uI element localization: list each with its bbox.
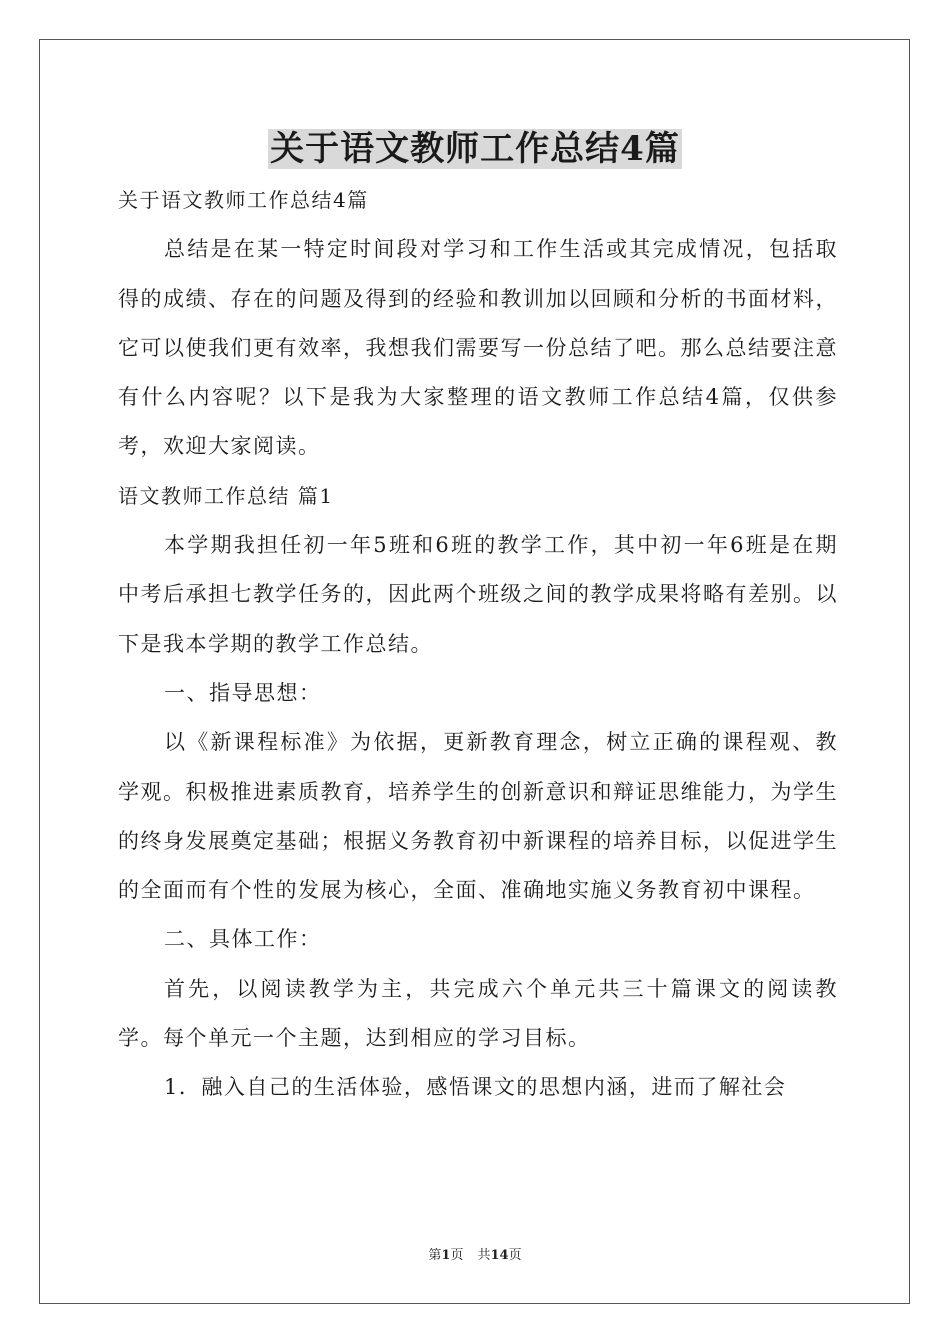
section-heading: 语文教师工作总结 篇1 bbox=[118, 483, 334, 508]
subsection-heading: 二、具体工作： bbox=[164, 927, 322, 952]
total-prefix: 共 bbox=[477, 1248, 491, 1263]
total-unit: 页 bbox=[508, 1248, 522, 1263]
page-current: 1 bbox=[441, 1248, 451, 1263]
page-prefix: 第 bbox=[428, 1248, 442, 1263]
paragraph: 1．融入自己的生活体验，感悟课文的思想内涵，进而了解社会 bbox=[164, 1075, 787, 1100]
paragraph: 本学期我担任初一年5班和6班的教学工作，其中初一年6班是在期中考后承担七教学任务的，因此两个班级之间的教学成果将略有差别。以下是我本学期的教学工作总结。 bbox=[118, 533, 838, 656]
page-total: 14 bbox=[490, 1248, 509, 1263]
paragraph: 首先，以阅读教学为主，共完成六个单元共三十篇课文的阅读教学。每个单元一个主题，达到相应的学习目标。 bbox=[118, 976, 838, 1051]
paragraph: 以《新课程标准》为依据，更新教育理念，树立正确的课程观、教学观。积极推进素质教育，培养学生的创新意识和辩证思维能力，为学生的终身发展奠定基础；根据义务教育初中新课程的培养目标，以促进学生的全面而有个性的发展为核心，全面、准确地实施义务教育初中课程。 bbox=[118, 730, 838, 903]
page-footer bbox=[0, 1247, 950, 1265]
document-body bbox=[118, 176, 838, 1113]
paragraph-subtitle: 关于语文教师工作总结4篇 bbox=[118, 188, 369, 212]
document-title-text: 关于语文教师工作总结4篇 bbox=[270, 129, 680, 169]
subsection-heading: 一、指导思想： bbox=[164, 680, 322, 705]
paragraph-intro: 总结是在某一特定时间段对学习和工作生活或其完成情况，包括取得的成绩、存在的问题及得到的经验和教训加以回顾和分析的书面材料，它可以使我们更有效率，我想我们需要写一份总结了吧。那么总结要注意有什么内容呢？以下是我为大家整理的语文教师工作总结4篇，仅供参考，欢迎大家阅读。 bbox=[118, 237, 838, 459]
page-unit: 页 bbox=[450, 1248, 464, 1263]
document-title bbox=[0, 126, 950, 172]
